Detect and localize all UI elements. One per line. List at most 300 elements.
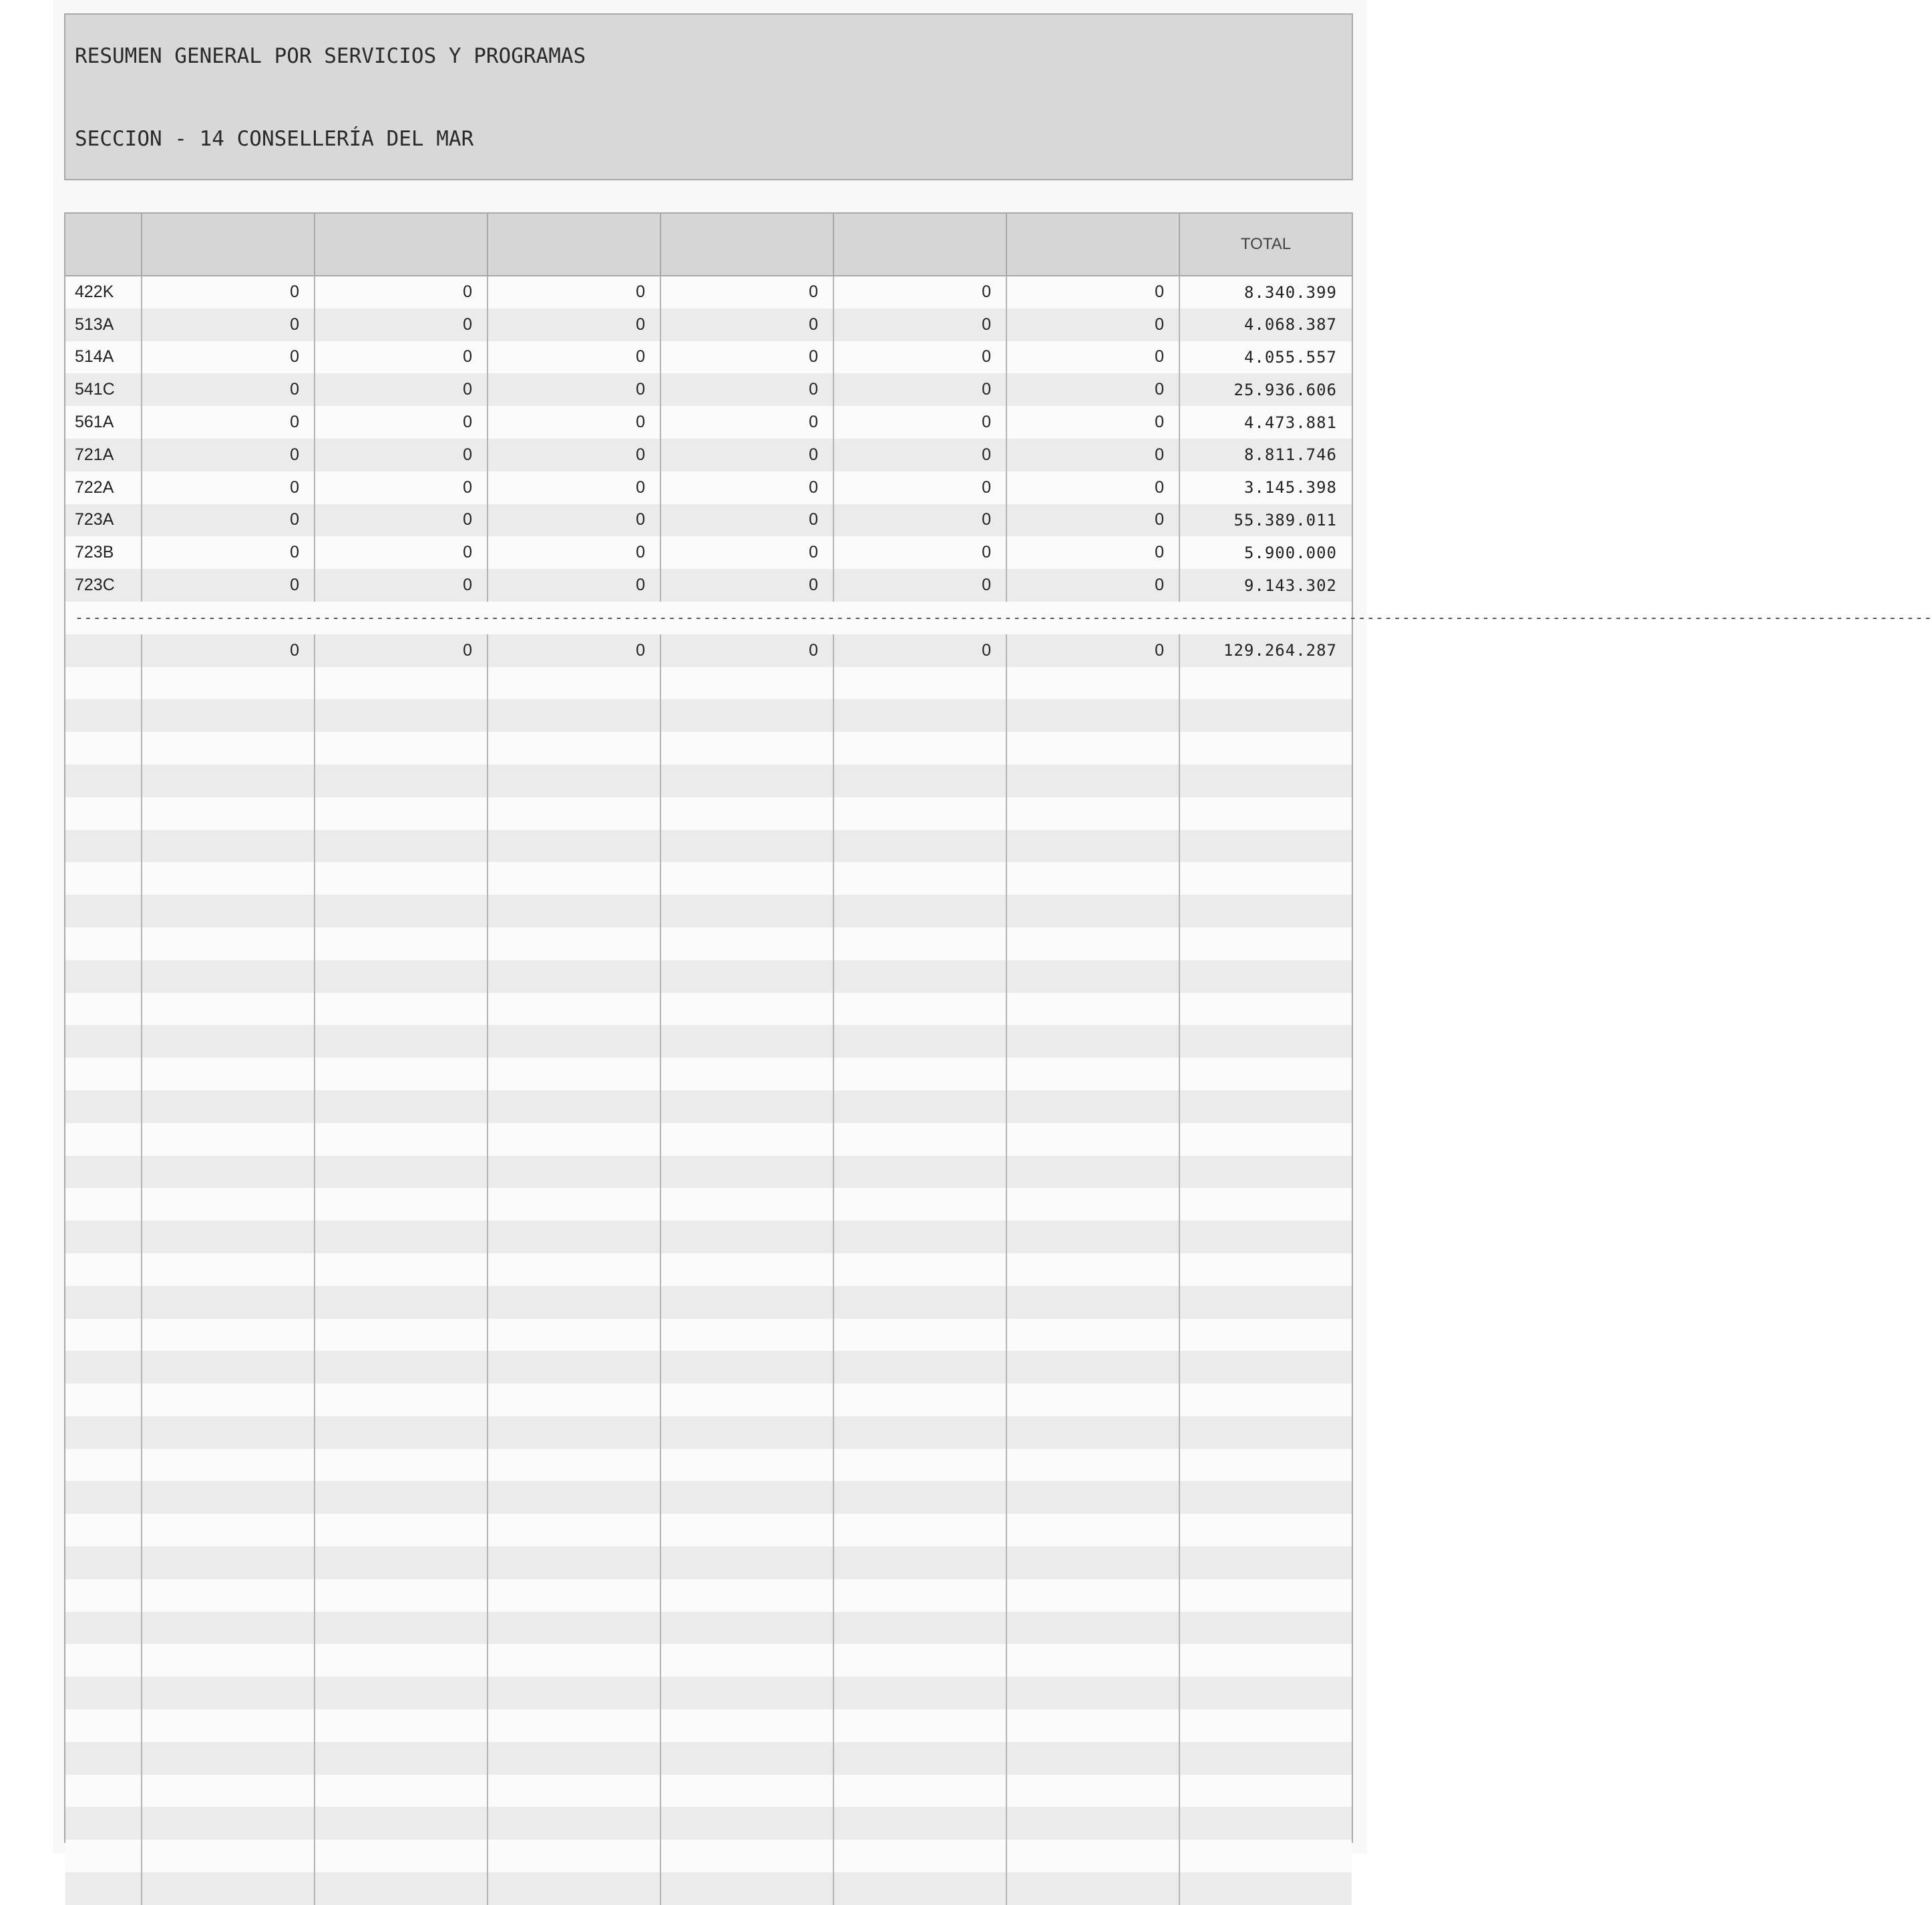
empty-cell xyxy=(833,732,1006,765)
empty-cell xyxy=(142,1872,315,1905)
empty-cell xyxy=(65,1156,142,1189)
empty-cell xyxy=(315,1156,488,1189)
empty-cell xyxy=(660,1612,833,1645)
empty-cell xyxy=(142,667,315,700)
empty-cell xyxy=(315,1123,488,1156)
empty-cell xyxy=(488,830,660,863)
empty-row xyxy=(65,1058,1352,1090)
grand-total-cell: 129.264.287 xyxy=(1179,634,1352,667)
value-cell: 0 xyxy=(315,276,488,308)
empty-cell xyxy=(65,765,142,797)
empty-cell xyxy=(1179,1546,1352,1579)
empty-cell xyxy=(1179,797,1352,830)
empty-cell xyxy=(1179,1677,1352,1709)
empty-cell xyxy=(488,960,660,993)
totals-value-cell: 0 xyxy=(660,634,833,667)
empty-cell xyxy=(833,765,1006,797)
empty-cell xyxy=(1006,1449,1179,1482)
empty-row xyxy=(65,1449,1352,1482)
empty-cell xyxy=(660,1319,833,1351)
empty-cell xyxy=(142,895,315,927)
budget-table xyxy=(65,214,1932,1905)
empty-cell xyxy=(833,1221,1006,1253)
empty-row xyxy=(65,1384,1352,1416)
empty-cell xyxy=(1179,1514,1352,1546)
empty-cell xyxy=(65,1775,142,1808)
empty-cell xyxy=(65,797,142,830)
report-header xyxy=(64,13,1353,180)
empty-cell xyxy=(660,1644,833,1677)
value-cell: 0 xyxy=(488,308,660,341)
empty-cell xyxy=(142,1481,315,1514)
empty-row xyxy=(65,1351,1352,1384)
empty-cell xyxy=(142,1253,315,1286)
empty-cell xyxy=(1006,1872,1179,1905)
empty-cell xyxy=(315,895,488,927)
empty-row xyxy=(65,732,1352,765)
empty-cell xyxy=(833,1872,1006,1905)
empty-cell xyxy=(660,1123,833,1156)
empty-cell xyxy=(315,1840,488,1872)
empty-cell xyxy=(833,1384,1006,1416)
empty-cell xyxy=(142,993,315,1026)
value-cell: 0 xyxy=(488,341,660,374)
value-cell: 0 xyxy=(833,504,1006,537)
empty-cell xyxy=(488,1579,660,1612)
empty-cell xyxy=(488,1384,660,1416)
empty-cell xyxy=(315,1188,488,1221)
empty-cell xyxy=(315,1351,488,1384)
empty-cell xyxy=(488,1156,660,1189)
empty-cell xyxy=(315,667,488,700)
empty-cell xyxy=(660,1514,833,1546)
empty-cell xyxy=(1179,1025,1352,1058)
empty-cell xyxy=(660,1416,833,1449)
empty-cell xyxy=(65,927,142,960)
empty-cell xyxy=(660,1807,833,1840)
totals-value-cell: 0 xyxy=(142,634,315,667)
empty-row xyxy=(65,1775,1352,1808)
empty-cell xyxy=(1179,1156,1352,1189)
table-row xyxy=(65,341,1352,374)
empty-cell xyxy=(315,1579,488,1612)
empty-cell xyxy=(65,1807,142,1840)
empty-cell xyxy=(660,993,833,1026)
total-cell: 55.389.011 xyxy=(1179,504,1352,537)
empty-row xyxy=(65,1481,1352,1514)
empty-row xyxy=(65,1090,1352,1123)
empty-cell xyxy=(142,1123,315,1156)
program-code-cell: 561A xyxy=(65,406,142,439)
program-code-cell: 721A xyxy=(65,439,142,471)
empty-cell xyxy=(660,1351,833,1384)
empty-cell xyxy=(1179,862,1352,895)
empty-cell xyxy=(65,699,142,732)
empty-cell xyxy=(1006,1188,1179,1221)
empty-cell xyxy=(488,1449,660,1482)
empty-cell xyxy=(1179,960,1352,993)
empty-cell xyxy=(142,1058,315,1090)
empty-cell xyxy=(1179,1188,1352,1221)
empty-cell xyxy=(660,1775,833,1808)
empty-cell xyxy=(488,797,660,830)
empty-cell xyxy=(1179,1253,1352,1286)
empty-row xyxy=(65,830,1352,863)
value-cell: 0 xyxy=(833,341,1006,374)
empty-cell xyxy=(142,1286,315,1319)
empty-cell xyxy=(1179,699,1352,732)
empty-cell xyxy=(65,1351,142,1384)
empty-cell xyxy=(315,732,488,765)
empty-row xyxy=(65,1579,1352,1612)
value-cell: 0 xyxy=(1006,471,1179,504)
value-cell: 0 xyxy=(142,406,315,439)
empty-cell xyxy=(65,1644,142,1677)
empty-cell xyxy=(488,732,660,765)
empty-cell xyxy=(1179,1481,1352,1514)
empty-cell xyxy=(142,1840,315,1872)
table-row xyxy=(65,406,1352,439)
empty-cell xyxy=(142,1188,315,1221)
empty-cell xyxy=(488,1709,660,1742)
program-code-cell: 513A xyxy=(65,308,142,341)
empty-cell xyxy=(65,1709,142,1742)
empty-cell xyxy=(660,1546,833,1579)
empty-cell xyxy=(65,1123,142,1156)
empty-cell xyxy=(833,1546,1006,1579)
empty-cell xyxy=(142,1319,315,1351)
program-code-cell: 723A xyxy=(65,504,142,537)
empty-cell xyxy=(660,765,833,797)
value-cell: 0 xyxy=(488,276,660,308)
empty-cell xyxy=(1006,1546,1179,1579)
empty-cell xyxy=(315,1644,488,1677)
empty-cell xyxy=(142,862,315,895)
empty-cell xyxy=(65,1677,142,1709)
empty-cell xyxy=(65,960,142,993)
empty-cell xyxy=(315,1384,488,1416)
empty-cell xyxy=(315,960,488,993)
table-body xyxy=(65,276,1932,1905)
value-cell: 0 xyxy=(315,373,488,406)
empty-cell xyxy=(142,1709,315,1742)
empty-cell xyxy=(488,1775,660,1808)
value-cell: 0 xyxy=(1006,341,1179,374)
separator-row xyxy=(65,602,1352,634)
empty-cell xyxy=(1006,1807,1179,1840)
value-cell: 0 xyxy=(488,504,660,537)
empty-cell xyxy=(488,1481,660,1514)
empty-cell xyxy=(1179,1872,1352,1905)
empty-cell xyxy=(488,1677,660,1709)
empty-row xyxy=(65,1188,1352,1221)
empty-cell xyxy=(1006,830,1179,863)
empty-row xyxy=(65,1872,1352,1905)
empty-cell xyxy=(833,1807,1006,1840)
empty-cell xyxy=(488,1644,660,1677)
empty-cell xyxy=(660,830,833,863)
empty-row xyxy=(65,862,1352,895)
column-header xyxy=(1006,214,1179,276)
value-cell: 0 xyxy=(1006,373,1179,406)
empty-row xyxy=(65,1319,1352,1351)
empty-cell xyxy=(660,1579,833,1612)
value-cell: 0 xyxy=(315,471,488,504)
table-header-row xyxy=(65,214,1352,276)
empty-cell xyxy=(1006,1090,1179,1123)
empty-cell xyxy=(833,1286,1006,1319)
empty-cell xyxy=(142,1742,315,1775)
table-row xyxy=(65,276,1352,308)
empty-cell xyxy=(1179,1319,1352,1351)
empty-cell xyxy=(660,1286,833,1319)
empty-cell xyxy=(65,1188,142,1221)
empty-cell xyxy=(833,1123,1006,1156)
empty-cell xyxy=(142,1351,315,1384)
empty-cell xyxy=(1179,1221,1352,1253)
program-code-cell: 723C xyxy=(65,569,142,602)
empty-cell xyxy=(65,1221,142,1253)
value-cell: 0 xyxy=(833,276,1006,308)
empty-cell xyxy=(315,1709,488,1742)
empty-cell xyxy=(1179,993,1352,1026)
empty-row xyxy=(65,1840,1352,1872)
report-title: RESUMEN GENERAL POR SERVICIOS Y PROGRAMAS xyxy=(75,44,586,68)
empty-cell xyxy=(1006,1319,1179,1351)
empty-cell xyxy=(1006,1123,1179,1156)
column-header xyxy=(488,214,660,276)
empty-cell xyxy=(660,862,833,895)
dashed-separator: ------------------------------------------------------------------------------------------------------------------------------------------------------------------------------------------------------------------ xyxy=(65,602,1352,634)
empty-cell xyxy=(1006,1416,1179,1449)
empty-cell xyxy=(142,1644,315,1677)
empty-cell xyxy=(488,862,660,895)
empty-cell xyxy=(488,1514,660,1546)
empty-cell xyxy=(833,1090,1006,1123)
empty-cell xyxy=(1006,927,1179,960)
empty-cell xyxy=(488,667,660,700)
table-row xyxy=(65,536,1352,569)
total-cell: 3.145.398 xyxy=(1179,471,1352,504)
empty-cell xyxy=(65,1840,142,1872)
empty-cell xyxy=(315,1612,488,1645)
empty-cell xyxy=(142,1221,315,1253)
value-cell: 0 xyxy=(1006,569,1179,602)
column-header xyxy=(142,214,315,276)
value-cell: 0 xyxy=(660,504,833,537)
empty-cell xyxy=(1006,1579,1179,1612)
empty-cell xyxy=(1006,1742,1179,1775)
value-cell: 0 xyxy=(1006,504,1179,537)
empty-cell xyxy=(1006,699,1179,732)
value-cell: 0 xyxy=(1006,308,1179,341)
empty-cell xyxy=(833,1840,1006,1872)
empty-cell xyxy=(488,1090,660,1123)
empty-cell xyxy=(65,1449,142,1482)
empty-cell xyxy=(660,927,833,960)
empty-cell xyxy=(660,1090,833,1123)
empty-row xyxy=(65,1253,1352,1286)
empty-cell xyxy=(660,1221,833,1253)
empty-cell xyxy=(833,1514,1006,1546)
empty-cell xyxy=(833,1319,1006,1351)
empty-cell xyxy=(65,862,142,895)
value-cell: 0 xyxy=(142,439,315,471)
empty-cell xyxy=(1179,1384,1352,1416)
empty-cell xyxy=(65,1612,142,1645)
empty-cell xyxy=(315,993,488,1026)
empty-cell xyxy=(1006,993,1179,1026)
value-cell: 0 xyxy=(315,308,488,341)
empty-cell xyxy=(833,699,1006,732)
empty-cell xyxy=(142,830,315,863)
total-cell: 4.068.387 xyxy=(1179,308,1352,341)
total-cell: 8.340.399 xyxy=(1179,276,1352,308)
value-cell: 0 xyxy=(315,341,488,374)
value-cell: 0 xyxy=(833,406,1006,439)
empty-cell xyxy=(1006,1481,1179,1514)
empty-cell xyxy=(1006,1058,1179,1090)
value-cell: 0 xyxy=(488,569,660,602)
empty-cell xyxy=(488,895,660,927)
value-cell: 0 xyxy=(660,341,833,374)
empty-cell xyxy=(315,797,488,830)
empty-cell xyxy=(833,1253,1006,1286)
empty-cell xyxy=(1179,1709,1352,1742)
empty-cell xyxy=(65,1286,142,1319)
empty-cell xyxy=(1179,1775,1352,1808)
section-title: SECCION - 14 CONSELLERÍA DEL MAR xyxy=(75,127,474,151)
empty-cell xyxy=(1006,732,1179,765)
totals-value-cell: 0 xyxy=(315,634,488,667)
value-cell: 0 xyxy=(315,569,488,602)
empty-row xyxy=(65,960,1352,993)
empty-row xyxy=(65,927,1352,960)
empty-row xyxy=(65,1221,1352,1253)
empty-cell xyxy=(833,1775,1006,1808)
value-cell: 0 xyxy=(1006,276,1179,308)
empty-cell xyxy=(1179,765,1352,797)
empty-row xyxy=(65,699,1352,732)
empty-cell xyxy=(488,1612,660,1645)
empty-cell xyxy=(660,1058,833,1090)
total-cell: 5.900.000 xyxy=(1179,536,1352,569)
empty-cell xyxy=(660,1872,833,1905)
program-code-cell: 723B xyxy=(65,536,142,569)
empty-row xyxy=(65,667,1352,700)
empty-cell xyxy=(1179,1579,1352,1612)
empty-cell xyxy=(65,1514,142,1546)
empty-cell xyxy=(833,862,1006,895)
program-code-cell: 541C xyxy=(65,373,142,406)
empty-cell xyxy=(1006,765,1179,797)
total-cell: 9.143.302 xyxy=(1179,569,1352,602)
empty-cell xyxy=(833,1058,1006,1090)
empty-cell xyxy=(488,1546,660,1579)
empty-row xyxy=(65,993,1352,1026)
value-cell: 0 xyxy=(142,471,315,504)
value-cell: 0 xyxy=(315,504,488,537)
empty-cell xyxy=(65,1416,142,1449)
empty-cell xyxy=(1006,1840,1179,1872)
empty-cell xyxy=(833,1481,1006,1514)
empty-cell xyxy=(142,1156,315,1189)
empty-cell xyxy=(315,1058,488,1090)
value-cell: 0 xyxy=(1006,536,1179,569)
value-cell: 0 xyxy=(660,569,833,602)
empty-cell xyxy=(315,1319,488,1351)
empty-cell xyxy=(833,1644,1006,1677)
value-cell: 0 xyxy=(833,536,1006,569)
empty-cell xyxy=(315,765,488,797)
empty-cell xyxy=(488,1286,660,1319)
empty-cell xyxy=(65,732,142,765)
value-cell: 0 xyxy=(142,276,315,308)
empty-cell xyxy=(315,1742,488,1775)
value-cell: 0 xyxy=(660,439,833,471)
total-cell: 4.473.881 xyxy=(1179,406,1352,439)
empty-cell xyxy=(1179,1840,1352,1872)
value-cell: 0 xyxy=(488,471,660,504)
empty-cell xyxy=(142,1579,315,1612)
empty-cell xyxy=(660,1188,833,1221)
empty-cell xyxy=(660,1156,833,1189)
column-header xyxy=(833,214,1006,276)
empty-cell xyxy=(65,1090,142,1123)
value-cell: 0 xyxy=(1006,406,1179,439)
empty-cell xyxy=(1179,1644,1352,1677)
empty-cell xyxy=(488,1188,660,1221)
value-cell: 0 xyxy=(833,373,1006,406)
empty-row xyxy=(65,895,1352,927)
empty-cell xyxy=(833,1416,1006,1449)
empty-cell xyxy=(1006,1025,1179,1058)
empty-cell xyxy=(142,1384,315,1416)
empty-cell xyxy=(315,1025,488,1058)
empty-cell xyxy=(1006,862,1179,895)
empty-cell xyxy=(1006,960,1179,993)
column-header xyxy=(660,214,833,276)
empty-cell xyxy=(1179,1286,1352,1319)
empty-cell xyxy=(660,699,833,732)
empty-cell xyxy=(660,1677,833,1709)
empty-cell xyxy=(142,1677,315,1709)
empty-row xyxy=(65,1514,1352,1546)
empty-cell xyxy=(833,993,1006,1026)
empty-cell xyxy=(833,1449,1006,1482)
value-cell: 0 xyxy=(488,406,660,439)
empty-row xyxy=(65,1286,1352,1319)
value-cell: 0 xyxy=(660,276,833,308)
empty-cell xyxy=(488,1253,660,1286)
empty-row xyxy=(65,1742,1352,1775)
totals-value-cell: 0 xyxy=(833,634,1006,667)
empty-cell xyxy=(142,765,315,797)
empty-cell xyxy=(142,732,315,765)
empty-cell xyxy=(1006,1221,1179,1253)
empty-cell xyxy=(1179,1416,1352,1449)
empty-cell xyxy=(1179,1351,1352,1384)
empty-cell xyxy=(315,1090,488,1123)
empty-cell xyxy=(833,830,1006,863)
empty-cell xyxy=(833,1612,1006,1645)
value-cell: 0 xyxy=(488,373,660,406)
totals-value-cell: 0 xyxy=(488,634,660,667)
empty-row xyxy=(65,1612,1352,1645)
empty-cell xyxy=(142,1807,315,1840)
empty-cell xyxy=(315,1546,488,1579)
value-cell: 0 xyxy=(315,406,488,439)
